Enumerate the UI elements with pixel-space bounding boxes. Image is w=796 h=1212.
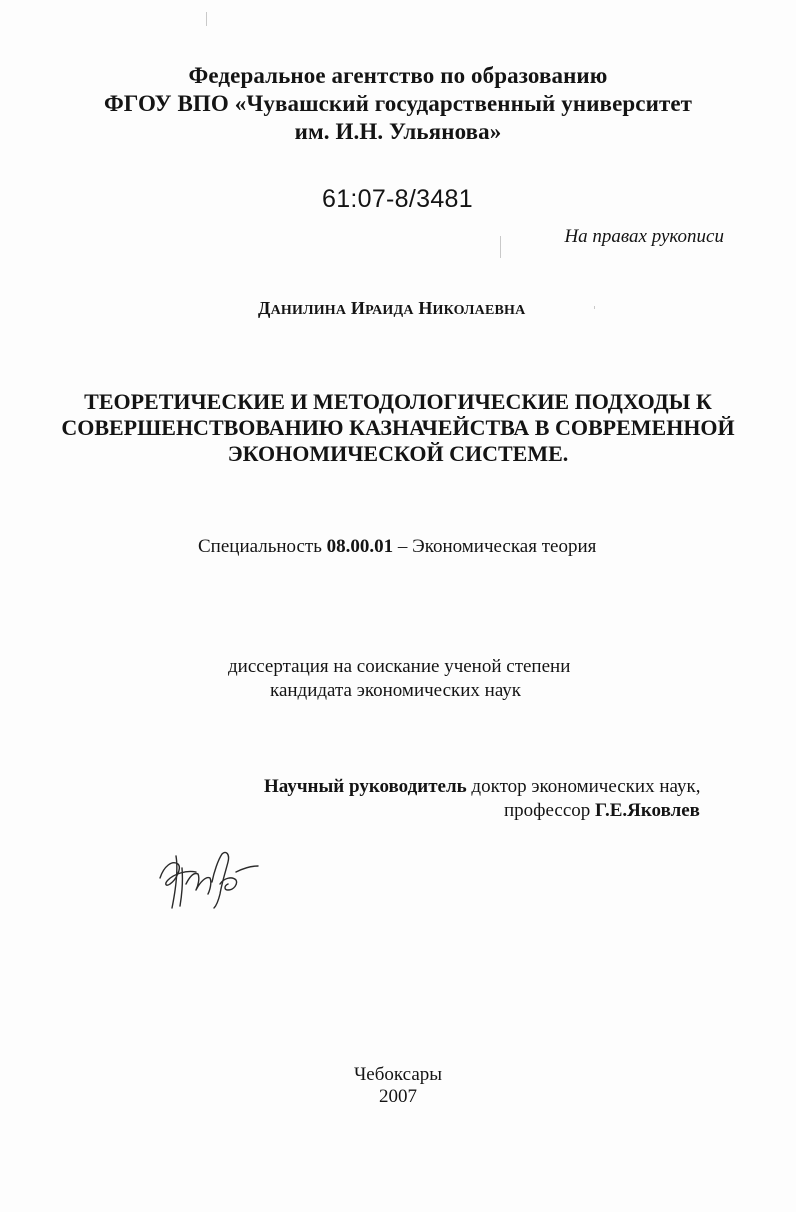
catalog-code: 61:07-8/3481 xyxy=(322,185,473,213)
signature-stroke xyxy=(160,863,196,885)
dissertation-title-line-3: ЭКОНОМИЧЕСКОЙ СИСТЕМЕ. xyxy=(227,441,569,466)
scan-speck xyxy=(594,306,595,309)
specialty: Специальность 08.00.01 – Экономическая теория xyxy=(198,536,597,557)
signature-stroke xyxy=(186,873,211,894)
degree-line-2: кандидата экономических наук xyxy=(270,680,522,701)
header-agency: Федеральное агентство по образованию xyxy=(188,63,608,88)
author-name: ДАНИЛИНА ИРАИДА НИКОЛАЕВНА xyxy=(258,298,526,318)
dissertation-title-line-2: СОВЕРШЕНСТВОВАНИЮ КАЗНАЧЕЙСТВА В СОВРЕМЕННОЙ xyxy=(61,415,735,440)
handwritten-signature xyxy=(152,832,264,914)
degree-line-1: диссертация на соискание ученой степени xyxy=(228,656,571,677)
scan-speck xyxy=(500,236,501,258)
scan-speck xyxy=(206,12,207,26)
dissertation-title-line-1: ТЕОРЕТИЧЕСКИЕ И МЕТОДОЛОГИЧЕСКИЕ ПОДХОДЫ К xyxy=(84,389,712,414)
supervisor-line-2: профессор Г.Е.Яковлев xyxy=(504,800,700,821)
header-university: ФГОУ ВПО «Чувашский государственный университет xyxy=(103,91,693,116)
signature-stroke xyxy=(236,866,258,872)
manuscript-note: На правах рукописи xyxy=(564,226,724,247)
signature-stroke xyxy=(212,852,229,908)
city: Чебоксары xyxy=(353,1064,443,1085)
supervisor-line-1: Научный руководитель доктор экономических наук, xyxy=(264,776,701,797)
year: 2007 xyxy=(379,1086,417,1107)
header-university-name: им. И.Н. Ульянова» xyxy=(294,119,502,144)
